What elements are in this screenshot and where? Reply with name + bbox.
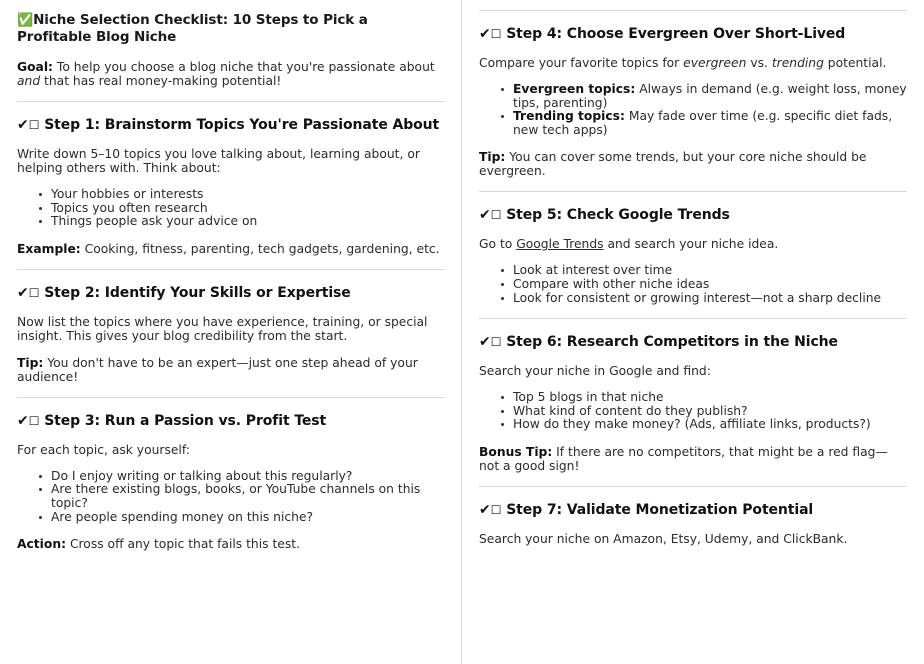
list-item: Things people ask your advice on [51,215,445,229]
check-mark-icon: ✔ [479,207,491,224]
step-heading-3 [17,412,445,430]
list-item: Are people spending money on this niche? [51,511,445,525]
check-mark-icon: ✔ [17,284,29,301]
check-mark-icon: ✔ [479,334,491,351]
check-mark-icon: ✔ [479,26,491,42]
step-intro-part2: vs. [746,56,772,70]
step-note [479,445,907,473]
checkbox-icon: ☐ [28,413,40,428]
list-item-label: Trending topics: [513,109,625,124]
step-heading-text: Step 1: Brainstorm Topics You're Passionate About [44,117,440,133]
step-intro-emphasis-2: trending [771,56,824,70]
list-item: Topics you often research [51,202,445,216]
list-item: Are there existing blogs, books, or YouTube channels on this topic? [51,483,445,510]
checkbox-icon: ☐ [28,118,40,132]
step-heading-text: Step 6: Research Competitors in the Niche [506,334,838,351]
step-heading-7 [479,501,907,519]
list-item: Top 5 blogs in that niche [513,391,907,405]
step-heading-5 [479,206,907,224]
page-title-text: Niche Selection Checklist: 10 Steps to Pick a Profitable Blog Niche [17,12,368,45]
step-section-4 [479,25,907,178]
google-trends-link[interactable]: Google Trends [516,237,604,252]
checkbox-icon: ☐ [490,208,502,223]
goal-label: Goal: [17,60,53,74]
list-item: Look for consistent or growing interest—not a sharp decline [513,292,907,306]
section-divider [479,486,907,487]
list-item [513,83,907,110]
step-intro: Write down 5–10 topics you love talking about, learning about, or helping others with. Think about: [17,147,420,175]
checkbox-icon: ☐ [490,335,502,350]
list-item: Do I enjoy writing or talking about this regularly? [51,470,445,484]
step-note-label: Example: [17,241,81,256]
step-section-5 [479,206,907,305]
step-bullet-list [17,188,445,229]
step-heading-text: Step 3: Run a Passion vs. Profit Test [44,412,327,429]
step-heading-4 [479,25,907,43]
goal-text-part1: To help you choose a blog niche that you're passionate about [52,60,435,74]
goal-paragraph [17,60,445,88]
step-intro-part1: Compare your favorite topics for [479,56,684,70]
list-item [513,110,907,137]
step-heading-text: Step 5: Check Google Trends [506,207,730,224]
step-note [17,356,445,384]
step-intro: Search your niche in Google and find: [479,364,711,379]
step-heading-1 [17,116,445,134]
step-section-2 [17,284,445,384]
goal-text-part2: that has real money-making potential! [40,74,282,88]
step-note-text: Cooking, fitness, parenting, tech gadgets, gardening, etc. [80,241,440,256]
step-bullet-list [479,83,907,137]
section-divider [17,397,445,398]
step-note [17,242,445,256]
step-heading-6 [479,333,907,351]
list-item-text: May fade over time (e.g. specific diet fads, new tech apps) [513,109,893,137]
goal-emphasis: and [17,74,41,88]
section-divider [479,318,907,319]
section-divider [17,101,445,102]
right-column [462,0,924,664]
step-note-label: Tip: [479,150,506,165]
step-bullet-list [17,470,445,524]
step-bullet-list [479,264,907,305]
step-note-label: Tip: [17,355,44,370]
step-bullet-list [479,391,907,432]
list-item: Look at interest over time [513,264,907,278]
list-item: Your hobbies or interests [51,188,445,202]
step-intro [479,56,907,70]
step-note-text: You can cover some trends, but your core niche should be evergreen. [479,150,867,179]
list-item: What kind of content do they publish? [513,405,907,419]
step-note-text: If there are no competitors, that might be a red flag—not a good sign! [479,444,888,473]
step-section-1 [17,116,445,256]
step-heading-text: Step 2: Identify Your Skills or Expertise [44,284,351,301]
step-intro-emphasis-1: evergreen [683,56,747,70]
list-item-label: Evergreen topics: [513,82,636,96]
list-item-text: Always in demand (e.g. weight loss, money tips, parenting) [513,82,907,110]
step-heading-text: Step 7: Validate Monetization Potential [506,501,814,518]
step-intro: Now list the topics where you have experience, training, or special insight. This gives your blog credibility from the start. [17,314,428,343]
check-mark-icon: ✔ [479,501,491,518]
step-note-label: Action: [17,537,67,552]
page-title [17,12,445,46]
step-heading-text: Step 4: Choose Evergreen Over Short-Lived [506,26,846,42]
check-mark-icon: ✅ [17,13,34,28]
step-note-text: You don't have to be an expert—just one step ahead of your audience! [17,355,418,384]
step-intro-prefix: Go to [479,237,517,252]
step-intro-suffix: and search your niche idea. [603,237,779,252]
step-section-3 [17,412,445,551]
checkbox-icon: ☐ [490,27,502,41]
check-mark-icon: ✔ [17,117,29,133]
list-item: Compare with other niche ideas [513,278,907,292]
check-mark-icon: ✔ [17,412,29,429]
step-section-7 [479,501,907,546]
step-section-6 [479,333,907,473]
step-note-label: Bonus Tip: [479,444,553,459]
step-note [479,150,907,178]
list-item: How do they make money? (Ads, affiliate links, products?) [513,418,907,432]
step-heading-2 [17,284,445,302]
checkbox-icon: ☐ [28,285,40,300]
step-intro: For each topic, ask yourself: [17,442,190,457]
step-intro-part3: potential. [823,56,887,70]
section-divider [17,269,445,270]
step-intro [479,237,907,251]
section-divider [479,191,907,192]
step-note-text: Cross off any topic that fails this test. [66,537,300,552]
section-divider [479,10,907,11]
step-intro: Search your niche on Amazon, Etsy, Udemy, and ClickBank. [479,531,848,546]
step-note [17,537,445,551]
checkbox-icon: ☐ [490,502,502,517]
